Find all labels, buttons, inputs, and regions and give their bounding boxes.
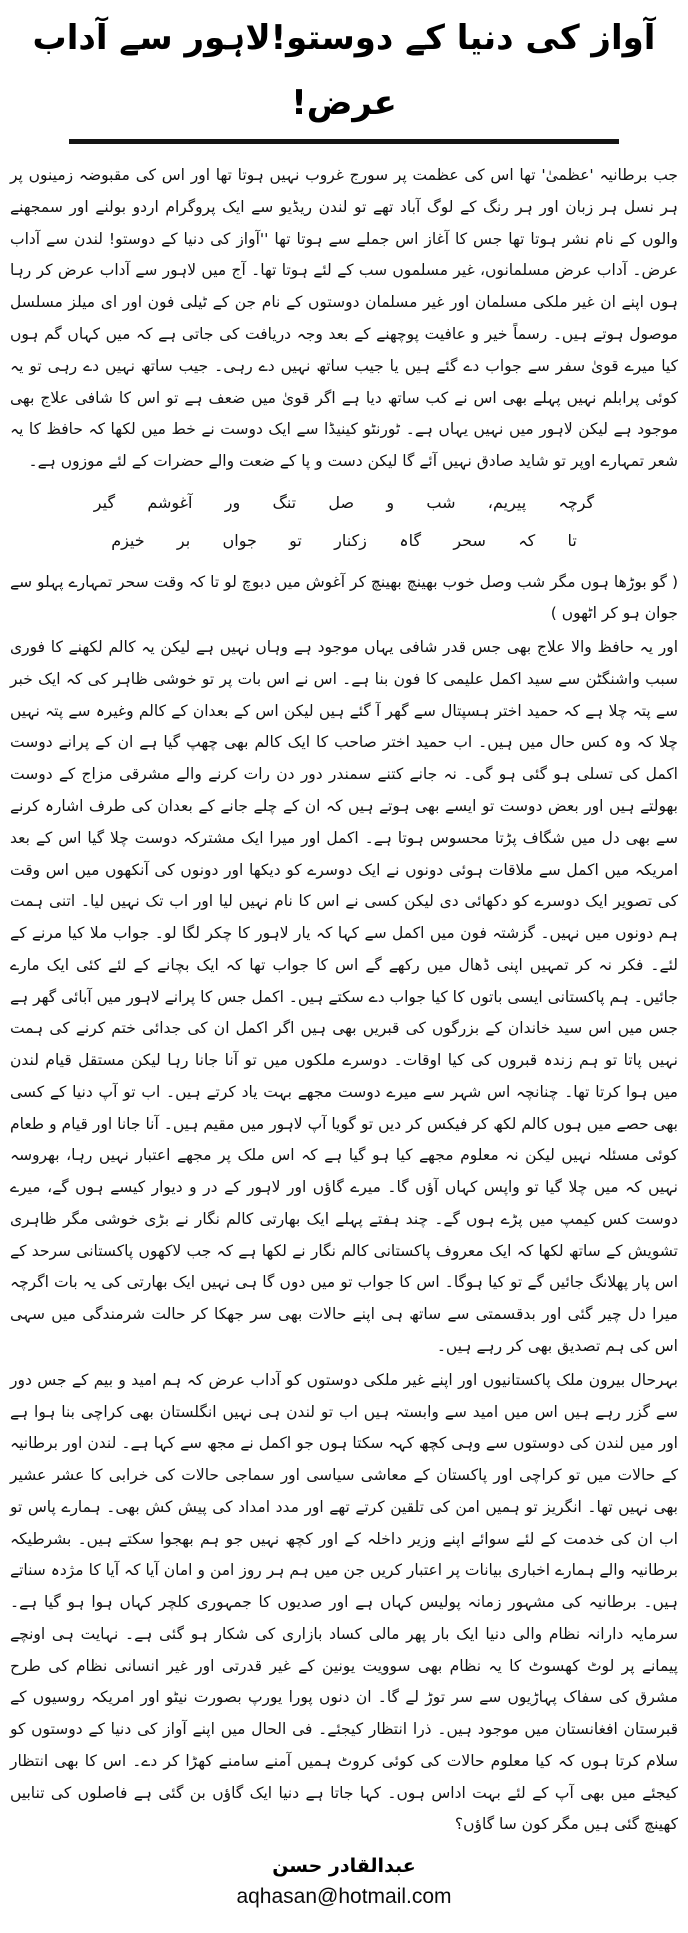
headline-divider <box>69 139 619 144</box>
article-paragraph-3: بہرحال بیرون ملک پاکستانیوں اور اپنے غیر ملکی دوستوں کو آداب عرض کہ ہم امید و بیم کے جس دور سے گزر رہے ہیں اس میں امید سے وابستہ ہیں اب تو لندن ہی نہیں انگلستان بھی کراچی بنا ہوا ہے اور میں لندن کی دوستوں سے وہی کچھ کہہ سکتا ہوں جو اکمل نے مجھ سے کہا ہے۔ لندن اور برطانیہ کے حالات میں تو کراچی اور پاکستان کے معاشی سیاسی اور سماجی حالات کی خرابی کا عشر عشیر بھی نہیں تھا۔ انگریز تو ہمیں امن کی تلقین کرتے تھے اور مدد امداد کی پیش کش بھی۔ ہمارے پاس تو اب ان کی خدمت کے لئے سوائے اپنے وزیر داخلہ کے اور کچھ نہیں جو ہم بھجوا سکتے ہیں۔ بشرطیکہ برطانیہ والے ہمارے اخباری بیانات پر اعتبار کریں جن میں ہم ہر روز امن و امان آیا کہ آیا کا مژدہ سناتے ہیں۔ برطانیہ کی مشہور زمانہ پولیس کہاں ہے اور صدیوں کا جمہوری کلچر کہاں ہوا ہو گیا ہے۔ سرمایہ دارانہ نظام والی دنیا ایک بار پھر مالی کساد بازاری کی شکار ہو گئی ہے۔ نہایت ہی اونچے پیمانے پر لوٹ کھسوٹ کا یہ نظام بھی سوویت یونین کے غیر قدرتی اور غیر انسانی نظام کی طرح مشرق کی سفاک پہاڑیوں سے سر توڑ لے گا۔ ان دنوں پورا یورپ بصورت نیٹو اور امریکہ روسیوں کے قبرستان افغانستان میں موجود ہیں۔ ذرا انتظار کیجئے۔ فی الحال میں اپنے آواز کی دنیا کے دوستوں کو سلام کرتا ہوں کہ کیا معلوم حالات کی کوئی کروٹ ہمیں آمنے سامنے کھڑا کر دے۔ اس کا بھی انتظار کیجئے میں بھی آپ کے لئے بہت اداس ہوں۔ کہا جاتا ہے دنیا ایک گاؤں بن گئی ہے فاصلوں کی تنابیں کھینچ گئی ہیں مگر کون سا گاؤں؟ <box>10 1370 678 1834</box>
author-email: aqhasan@hotmail.com <box>236 1885 452 1909</box>
article-paragraph-2: اور یہ حافظ والا علاج بھی جس قدر شافی یہاں موجود ہے وہاں نہیں ہے لیکن یہ کالم لکھنے کا فوری سبب واشنگٹن سے سید اکمل علیمی کا فون بنا ہے۔ اس نے اس بات پر تو خوشی ظاہر کی کہ ایک خبر سے پتہ چلا ہے کہ حمید اختر ہسپتال سے گھر آ گئے ہیں لیکن اس کے بعدان کے کالم وغیرہ سے پتہ نہیں چلا کہ وہ کس حال میں ہیں۔ اب حمید اختر صاحب کا ایک کالم بھی چھپ گیا ہے ان کے پرانے دوست اکمل کی تسلی ہو گئی ہو گی۔ نہ جانے کتنے سمندر دور دن رات کرنے والے مشرقی مزاج کے دوست بھولتے ہیں اور بعض دوست تو ایسے بھی ہوتے ہیں کہ ان کے چلے جانے کے بعدان کی طرف اشارہ کرنے سے بھی دل میں شگاف پڑتا محسوس ہوتا ہے۔ اکمل اور میرا ایک مشترکہ دوست چلا گیا اس کے بعد امریکہ میں اکمل سے ملاقات ہوئی دونوں نے ایک دوسرے کو دیکھا اور دونوں کی آنکھوں میں اس وقت کی تصویر ایک دوسرے کو دکھائی دی لیکن کسی نے اس کا نام نہیں لیا اور اب تک نہیں لیا۔ اتنی ہمت ہم دونوں میں نہیں۔ گزشتہ فون میں اکمل سے کہا کہ یار لاہور کا چکر لگا لو۔ جواب ملا کیا مرنے کے لئے۔ فکر نہ کر تمہیں اپنی ڈھال میں رکھے گے اس کا جواب تھا کہ ایک بچانے کے لئے کئی ایک مارے جائیں۔ ہم پاکستانی ایسی باتوں کا کیا جواب دے سکتے ہیں۔ اکمل جس کا پرانے لاہور میں آبائی گھر ہے جس میں اس سید خاندان کے بزرگوں کی قبریں بھی ہیں اگر اکمل ان کی جدائی ختم کرنے کی ہمت نہیں پاتا تو ہم زندہ قبروں کی کیا اوقات۔ دوسرے ملکوں میں تو آنا جانا رہا لیکن مستقل قیام لندن میں ہوا کرتا تھا۔ چنانچہ اس شہر سے میرے دوست مجھے بہت یاد کرتے ہیں۔ اب تو آپ دنیا کے کسی بھی حصے میں ہوں کالم لکھ کر فیکس کر دیں تو گویا آپ لاہور میں مقیم ہیں۔ آنا جانا اور قیام و طعام کوئی مسئلہ نہیں لیکن نہ معلوم مجھے کیا ہو گیا ہے کہ اس ملک پر مجھے اعتبار نہیں رہا، بھروسہ نہیں کہ میں چلا گیا تو واپس کہاں آؤں گا۔ میرے گاؤں اور لاہور کے در و دیوار کیسے ہوں گے، میرے دوست کس کیمپ میں پڑے ہوں گے۔ چند ہفتے پہلے ایک بھارتی کالم نگار نے بڑی خوشی مگر ظاہری تشویش کے ساتھ لکھا کہ ایک معروف پاکستانی کالم نگار نے لکھا ہے کہ جب لاکھوں پاکستانی سرحد کے اس پار پھلانگ جائیں گے تو کیا ہوگا۔ اس کا جواب تو میں دوں گا ہی نہیں ایک بھارتی کی یہ بات اگرچہ میرا دل چیر گئی اور بدقسمتی سے ساتھ ہی اپنے حالات بھی سر جھکا کر حالت شرمندگی میں سہی اس کی ہم تصدیق بھی کر رہے ہیں۔ <box>10 638 678 1355</box>
article-paragraph-1: جب برطانیہ 'عظمیٰ' تھا اس کی عظمت پر سورج غروب نہیں ہوتا تھا اور اس کی مقبوضہ زمینوں پر ہر نسل ہر زبان اور ہر رنگ کے لوگ آباد تھے تو لندن ریڈیو سے ایک پروگرام اردو بولنے اور سمجھنے والوں کے نام نشر ہوتا تھا جس کا آغاز اس جملے سے ہوتا تھا ''آواز کی دنیا کے دوستو! لندن سے آداب عرض۔ آداب عرض مسلمانوں، غیر مسلموں سب کے لئے ہوتا تھا۔ آج میں لاہور سے آداب عرض کر رہا ہوں اپنے ان غیر ملکی مسلمان اور غیر مسلمان دوستوں کے نام جن کے ٹیلی فون اور ای میلز مسلسل موصول ہوتے ہیں۔ رسماً خیر و عافیت پوچھنے کے بعد وجہ دریافت کی جاتی ہے کہ میں کہاں گم ہوں کیا میرے قویٰ سفر سے جواب دے گئے ہیں یا جیب ساتھ نہیں دے رہی۔ جیب ساتھ نہیں دے رہی تو یہ کوئی پرابلم نہیں پہلے بھی اس نے کب ساتھ دیا ہے اگر قویٰ میں ضعف ہے تو اس کا شافی علاج بھی موجود ہے لیکن لاہور میں نہیں یہاں ہے۔ ٹورنٹو کینیڈا سے ایک دوست نے خط میں لکھا کہ حافظ کا یہ شعر تمہارے اوپر تو شاید صادق نہیں آئے گا لیکن دست و پا کے ضعت والے حضرات کے لئے موزوں ہے۔ <box>10 166 678 471</box>
article-headline: آواز کی دنیا کے دوستو!لاہور سے آداب عرض! <box>32 18 656 123</box>
poetry-couplet <box>56 484 632 561</box>
poetry-translation-note: ( گو بوڑھا ہوں مگر شب وصل خوب بھینچ بھینچ کر آغوش میں دبوچ لو تا کہ وقت سحر تمہارے پہلو سے جوان ہو کر اٹھوں ) <box>10 572 678 623</box>
poetry-line-2: تا کہ سحر گاہ زکنار تو جواں بر خیزم <box>111 531 577 551</box>
article-body <box>10 160 678 1841</box>
article-footer <box>10 1855 678 1909</box>
poetry-line-1: گرچہ پیریم، شب و صل تنگ ور آغوشم گیر <box>93 492 595 512</box>
author-signature: عبدالقادر حسن <box>272 1855 416 1878</box>
